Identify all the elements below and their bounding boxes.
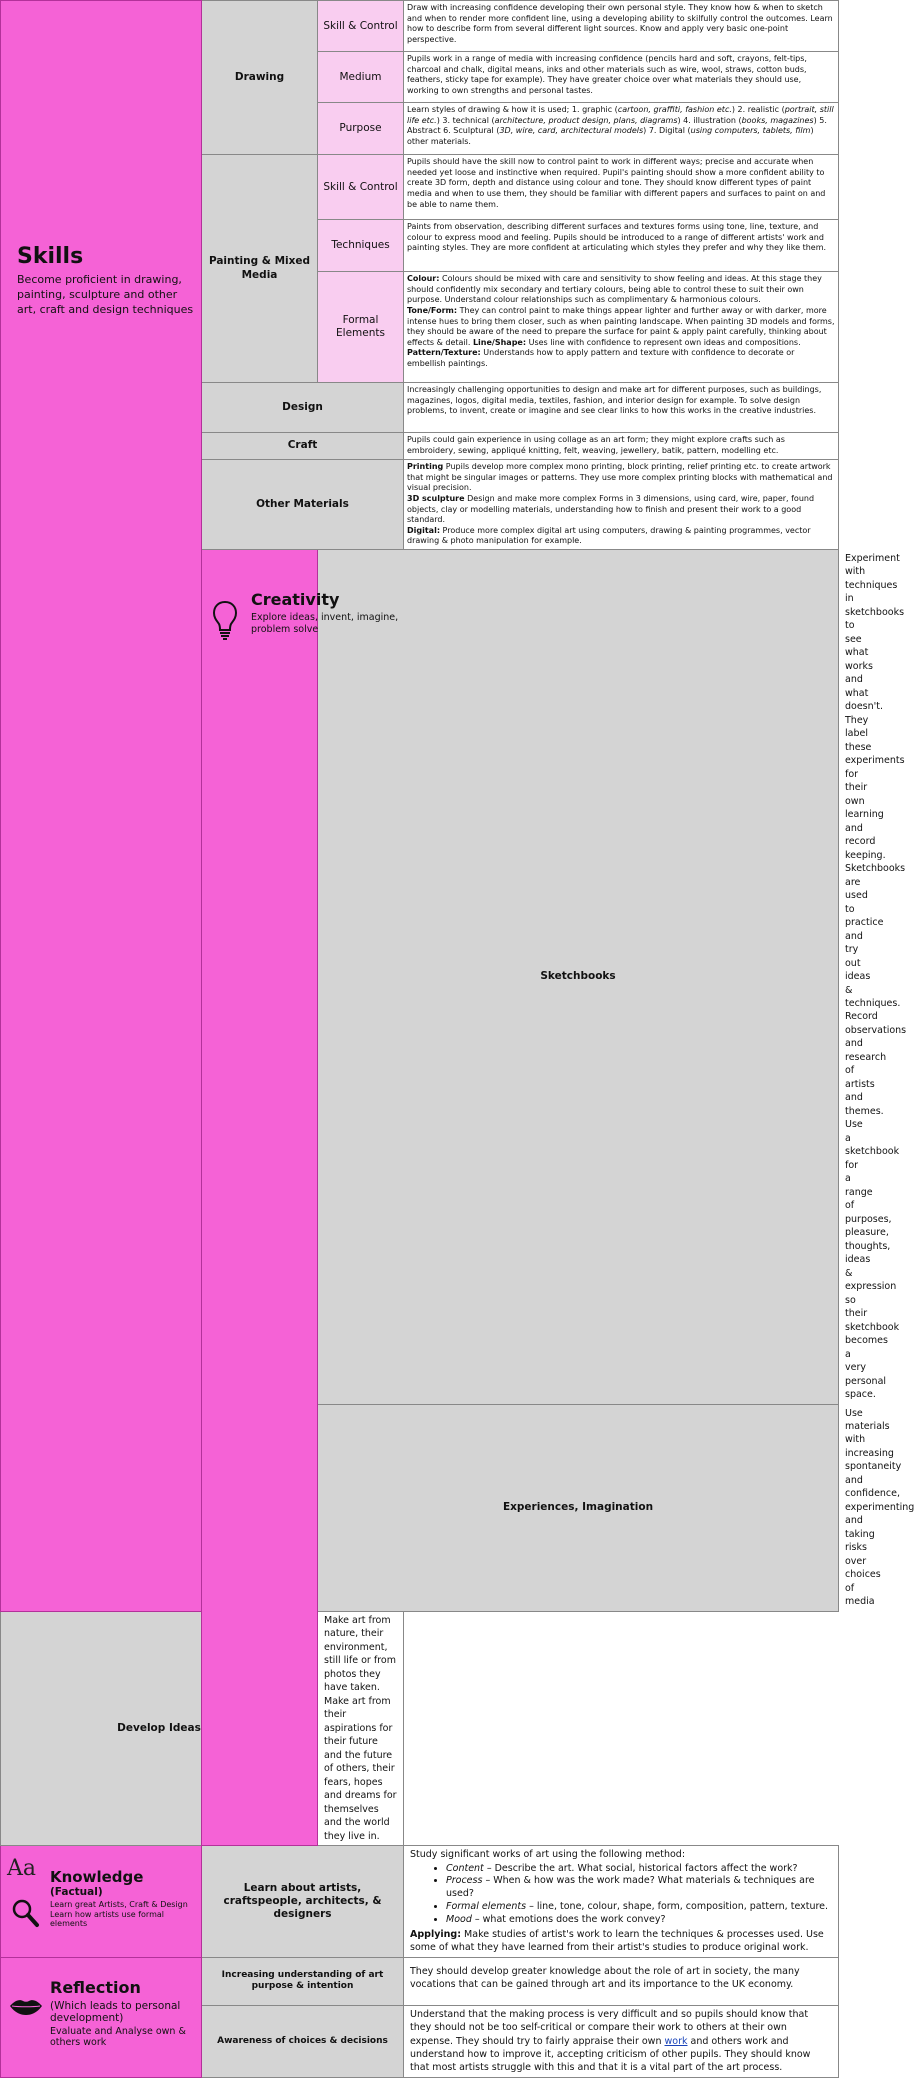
list-item: • Process – When & how was the work made? What materials & techniques are used? bbox=[446, 1875, 832, 1901]
creativity-description: Explore ideas, invent, imagine, problem solve bbox=[251, 612, 399, 635]
learn-artists-category: Learn about artists, craftspeople, architects, & designers bbox=[202, 1846, 404, 1958]
experiences-category: Experiences, Imagination bbox=[318, 1404, 839, 1611]
curriculum-table: Skills Become proficient in drawing, painting, sculpture and other art, craft and design techniques Drawing Skill & Control Draw with increasing confidence developing their own personal style. They know how & when to sketch and when to render more confident line, using a developing ability to skilfully control the outcomes. Learn how to describe form from several different light sources. Know and apply very basic one-point perspective. Medium Pupils work in a range of media with increasing confidence (pencils hard and soft, crayons, felt-tips, charcoal and chalk, digital means, inks and other materials such as wire, wool, straws, cotton buds, feathers, sticky tape for example). They have greater choice over what materials they should use, working to own strengths and personal tastes. Purpose Learn styles of drawing & how it is used; 1. graphic (cartoon, graffiti, fashion etc.) 2. realistic (portrait, still life etc.) 3. technical (architecture, product design, plans, diagrams) 4. illustration (books, magazines) 5. Abstract 6. Sculptural (3D, wire, card, architectural models) 7. Digital (using computers, tablets, film) other materials. Painting & Mixed Media Skill & Control Pupils should have the skill now to control paint to work in different ways; precise and accurate when needed yet loose and instinctive when required. Pupil's painting should show a more confident ability to create 3D form, depth and distance using colour and tone. They should know different types of paint media and when to use them, they should be familiar with different papers and surfaces to paint on and be able to name them. Techniques Paints from observation, describing different surfaces and textures forms using tone, line, texture, and colour to express mood and feeling. Pupils should be introduced to a range of different artists' work and painting styles. They are more confident at articulating which styles they prefer and why they like them. Formal Elements Colour: Colours should be mixed with care and sensitivity to show feeling and ideas. At this stage they should confidently mix secondary and tertiary colours, being able to control these to suit their own purpose. Understand colour relationships such as complimentary & harmonious colours. Tone/Form: They can control paint to make things appear lighter and further away or with darker, more intense hues to bring them closer, such as when painting landscape. When painting 3D models and forms, they should be aware of the need to prepare the surface for paint & apply paint carefully, thinking about effects & detail. Line/Shape: Uses line with confidence to represent own ideas and compositions. Pattern/Texture: Understands how to apply pattern and texture with confidence to decorate or embellish paintings. Design Increasingly challenging opportunities to design and make art for different purposes, such as buildings, magazines, logos, digital media, textiles, fashion, and interior design for example. To solve design problems, to invent, create or imagine and see clear links to how this works in the creative industries. Craft Pupils could gain experience in using collage as an art form; they might explore crafts such as embroidery, sewing, appliqué knitting, felt, weaving, jewellery, batik, pattern, modelling etc. Other Materials Printing Pupils develop more complex mono printing, block printing, relief printing etc. to create artwork that might be singular images or patterns. They use more complex printing blocks with mathematical and visual precision. 3D sculpture Design and make more complex Forms in 3 dimensions, using card, wire, paper, found objects, clay or modelling materials, understanding how to finish and present their work to a good standard. Digital: Produce more complex digital art using computers, drawing & painting programmes, vector drawing & photo manipulation for example. Creativity Explore ideas, invent, imagine, problem solve Sketchbooks Experiment with techniques in sketchbooks to see what works and what doesn't. They label these experiments for their own learning and record keeping. Sketchbooks are used to practice and try out ideas & techniques. Record observations and research of artists and themes. Use a sketchbook for a range of purposes, pleasure, thoughts, ideas & expression so their sketchbook becomes a very personal space. Experiences, Imagination Use materials with increasing spontaneity and confidence, experimenting and taking risks over choices of media Develop Ideas Make art from nature, their environment, still life or from photos they have taken. Make art from their aspirations for their future and the future of others, their fears, hopes and dreams for themselves and the world they live in. Aa Knowledge (Factual) Learn great Artists, Craft & Design Learn how artists use formal elements Learn about artists, craftspeople, architects, & designers Study significant works of art using the following method: • Content – Describe the art. What social, historical factors affect the work? • Process – When & how was the work made? What materials & techniques are used? • Formal elements – line, tone, colour, shape, form, composition, pattern, texture. • Mood – what emotions does the work convey? Applying: Make studies of artist's work to learn the techniques & processes used. Use some of what they have learned from their artist's studies to produce original work. Reflection (Which leads to personal development) Evaluate and Analyse own & others work Increasing understanding of art purpose & intention They should develop greater knowledge about the role of art in society, the many vocations that can be gained through art and its importance to the UK economy. Awareness of choices & decisions Understand that the making process is very difficult and so pupils should know that they should not be too self-critical or compare their work to others at their own expense. They should try to fairly appraise their own work and others work and understand how to improve it, accepting criticism of other pupils. They should know that most artists struggle with this and that it is a vital part of the art process. bbox=[0, 0, 839, 2078]
drawing-purpose-text: Learn styles of drawing & how it is used; 1. graphic (cartoon, graffiti, fashion etc.) 2. realistic (portrait, still life etc.) 3. technical (architecture, product design, plans, diagrams) 4. illustration (books, magazines) 5. Abstract 6. Sculptural (3D, wire, card, architectural models) 7. Digital (using computers, tablets, film) other materials. bbox=[404, 103, 839, 155]
painting-skill-control-text: Pupils should have the skill now to control paint to work in different ways; precise and accurate when needed yet loose and instinctive when required. Pupil's painting should show a more confident ability to create 3D form, depth and distance using colour and tone. They should know different types of paint media and when to use them, they should be familiar with different papers and surfaces to paint on and be able to name them. bbox=[404, 155, 839, 220]
develop-ideas-text: Make art from nature, their environment, still life or from photos they have taken. Make art from their aspirations for their future and the future of others, their fears, hopes and dreams for themselves and the world they live in. bbox=[318, 1611, 404, 1845]
magnifier-icon bbox=[11, 1898, 39, 1928]
understanding-category: Increasing understanding of art purpose & intention bbox=[202, 1957, 404, 2005]
drawing-purpose-label: Purpose bbox=[318, 103, 404, 155]
painting-category: Painting & Mixed Media bbox=[202, 155, 318, 383]
craft-text: Pupils could gain experience in using collage as an art form; they might explore crafts such as embroidery, sewing, appliqué knitting, felt, weaving, jewellery, batik, pattern, modelling etc. bbox=[404, 433, 839, 460]
knowledge-description: Learn great Artists, Craft & Design Learn how artists use formal elements bbox=[50, 1900, 188, 1929]
learn-artists-text: Study significant works of art using the following method: • Content – Describe the art. What social, historical factors affect the work? • Process – When & how was the work made? What materials & techniques are used? • Formal elements – line, tone, colour, shape, form, composition, pattern, texture. • Mood – what emotions does the work convey? Applying: Make studies of artist's work to learn the techniques & processes used. Use some of what they have learned from their artist's studies to produce original work. bbox=[404, 1846, 839, 1958]
drawing-skill-control-text: Draw with increasing confidence developing their own personal style. They know how & when to sketch and when to render more confident line, using a developing ability to skilfully control the outcomes. Learn how to describe form from several different light sources. Know and apply very basic one-point perspective. bbox=[404, 1, 839, 52]
awareness-text: Understand that the making process is very difficult and so pupils should know that they should not be too self-critical or compare their work to others at their own expense. They should try to fairly appraise their own work and others work and understand how to improve it, accepting criticism of other pupils. They should know that most artists struggle with this and that it is a vital part of the art process. bbox=[404, 2005, 839, 2077]
understanding-text: They should develop greater knowledge about the role of art in society, the many vocations that can be gained through art and its importance to the UK economy. bbox=[404, 1957, 839, 2005]
design-text: Increasingly challenging opportunities to design and make art for different purposes, such as buildings, magazines, logos, digital media, textiles, fashion, and interior design for example. To solve design problems, to invent, create or imagine and see clear links to how this works in the creative industries. bbox=[404, 383, 839, 433]
list-item: • Mood – what emotions does the work convey? bbox=[446, 1914, 832, 1927]
painting-skill-control-label: Skill & Control bbox=[318, 155, 404, 220]
knowledge-subtitle: (Factual) bbox=[50, 1886, 103, 1899]
craft-category: Craft bbox=[202, 433, 404, 460]
reflection-description: Evaluate and Analyse own & others work bbox=[50, 2025, 186, 2049]
design-category: Design bbox=[202, 383, 404, 433]
painting-techniques-label: Techniques bbox=[318, 220, 404, 272]
aa-font-icon: Aa bbox=[7, 1856, 37, 1882]
drawing-skill-control-label: Skill & Control bbox=[318, 1, 404, 52]
sketchbooks-category: Sketchbooks bbox=[318, 550, 839, 1405]
painting-formal-elements-text: Colour: Colours should be mixed with care and sensitivity to show feeling and ideas. At this stage they should confidently mix secondary and tertiary colours, being able to control these to suit their own purpose. Understand colour relationships such as complimentary & harmonious colours. Tone/Form: They can control paint to make things appear lighter and further away or with darker, more intense hues to bring them closer, such as when painting landscape. When painting 3D models and forms, they should be aware of the need to prepare the surface for paint & apply paint carefully, thinking about effects & detail. Line/Shape: Uses line with confidence to represent own ideas and compositions. Pattern/Texture: Understands how to apply pattern and texture with confidence to decorate or embellish paintings. bbox=[404, 272, 839, 383]
method-list bbox=[446, 1863, 832, 1927]
lips-icon bbox=[9, 1998, 43, 2016]
drawing-medium-label: Medium bbox=[318, 52, 404, 103]
other-materials-category: Other Materials bbox=[202, 460, 404, 550]
list-item: • Formal elements – line, tone, colour, shape, form, composition, pattern, texture. bbox=[446, 1901, 832, 1914]
knowledge-section bbox=[1, 1846, 202, 1958]
skills-description: Become proficient in drawing, painting, sculpture and other art, craft and design techniques bbox=[17, 273, 194, 316]
work-link[interactable]: work bbox=[664, 2035, 688, 2047]
list-item: • Content – Describe the art. What social, historical factors affect the work? bbox=[446, 1863, 832, 1876]
skills-title: Skills bbox=[17, 244, 84, 269]
reflection-title: Reflection bbox=[50, 1977, 141, 1997]
lightbulb-icon bbox=[212, 600, 238, 644]
reflection-subtitle: (Which leads to personal development) bbox=[50, 1999, 181, 2025]
drawing-category: Drawing bbox=[202, 1, 318, 155]
painting-techniques-text: Paints from observation, describing different surfaces and textures forms using tone, line, texture, and colour to express mood and feeling. Pupils should be introduced to a range of different artists' work and painting styles. They are more confident at articulating which styles they prefer and why they like them. bbox=[404, 220, 839, 272]
reflection-section bbox=[1, 1957, 202, 2077]
painting-formal-elements-label: Formal Elements bbox=[318, 272, 404, 383]
awareness-category: Awareness of choices & decisions bbox=[202, 2005, 404, 2077]
skills-section bbox=[1, 1, 202, 1612]
knowledge-title: Knowledge bbox=[50, 1868, 144, 1887]
develop-ideas-category: Develop Ideas bbox=[1, 1611, 318, 1845]
creativity-title: Creativity bbox=[251, 590, 340, 609]
drawing-medium-text: Pupils work in a range of media with increasing confidence (pencils hard and soft, crayons, felt-tips, charcoal and chalk, digital means, inks and other materials such as wire, wool, straws, cotton buds, feathers, sticky tape for example). They have greater choice over what materials they should use, working to own strengths and personal tastes. bbox=[404, 52, 839, 103]
other-materials-text: Printing Pupils develop more complex mono printing, block printing, relief printing etc. to create artwork that might be singular images or patterns. They use more complex printing blocks with mathematical and visual precision. 3D sculpture Design and make more complex Forms in 3 dimensions, using card, wire, paper, found objects, clay or modelling materials, understanding how to finish and present their work to a good standard. Digital: Produce more complex digital art using computers, drawing & painting programmes, vector drawing & photo manipulation for example. bbox=[404, 460, 839, 550]
